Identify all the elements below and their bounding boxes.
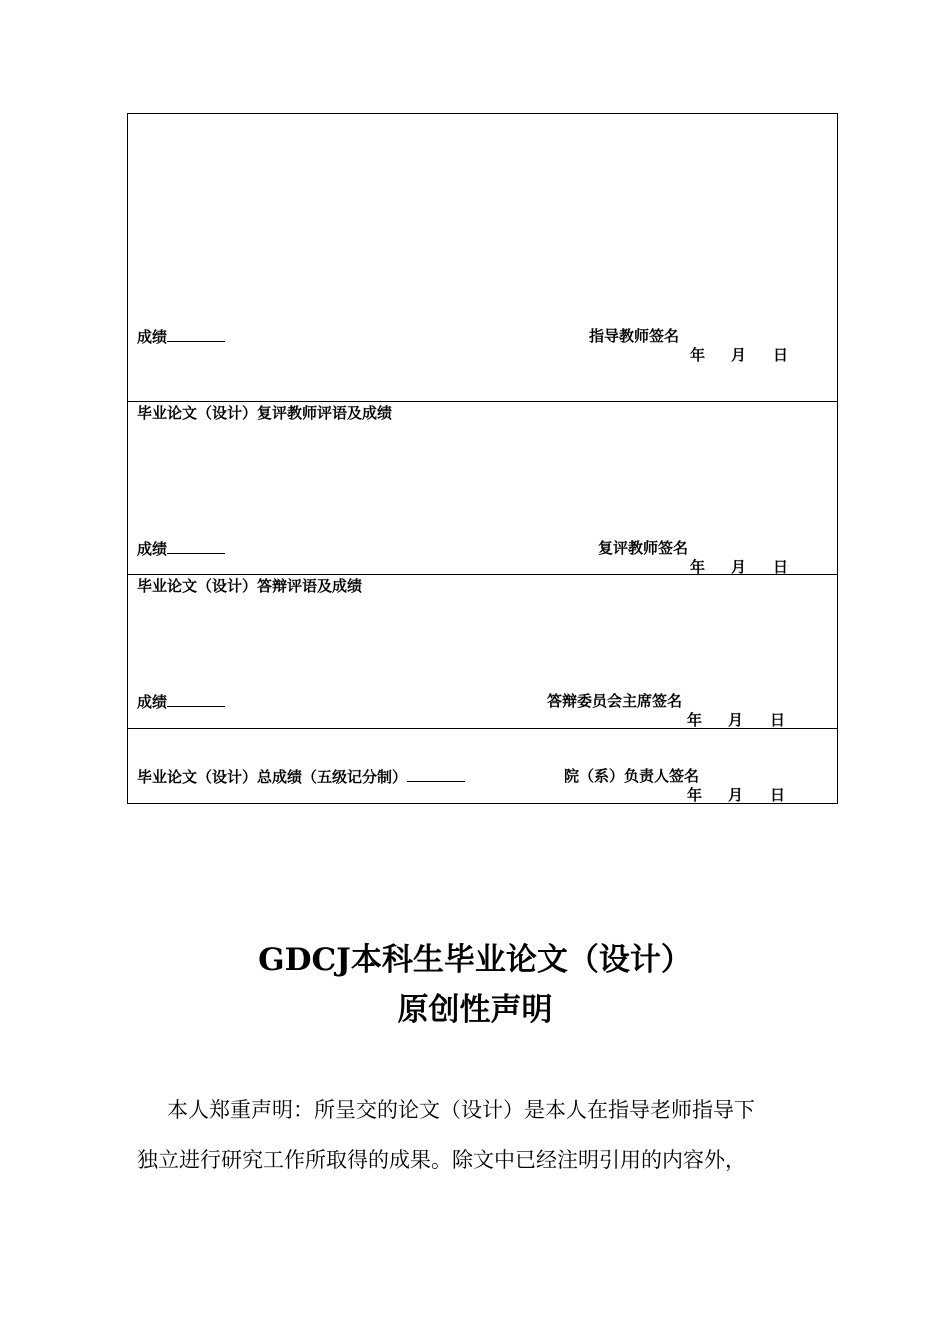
- reviewer-grade-label: 成绩: [137, 540, 168, 558]
- defense-grade-field: [137, 692, 225, 711]
- declaration-title: [0, 940, 950, 980]
- advisor-grade-blank[interactable]: [167, 327, 225, 342]
- total-section: [128, 728, 837, 805]
- day-label: 日: [773, 558, 789, 576]
- reviewer-heading: 毕业论文（设计）复评教师评语及成绩: [137, 404, 393, 422]
- total-date: [687, 786, 785, 804]
- reviewer-grade-field: [137, 539, 225, 558]
- day-label: 日: [770, 786, 786, 804]
- defense-signature-label: 答辩委员会主席签名: [547, 692, 683, 710]
- year-label: 年: [690, 558, 706, 576]
- year-label: 年: [690, 346, 706, 364]
- total-grade-label: 毕业论文（设计）总成绩（五级记分制）: [137, 768, 408, 786]
- advisor-signature-label: 指导教师签名: [589, 327, 680, 345]
- total-grade-field: [137, 767, 465, 786]
- defense-heading: 毕业论文（设计）答辩评语及成绩: [137, 577, 363, 595]
- declaration-title-rest: 本科生毕业论文（设计）: [350, 942, 692, 978]
- month-label: 月: [728, 786, 744, 804]
- defense-section: [128, 574, 837, 728]
- defense-grade-label: 成绩: [137, 693, 168, 711]
- total-signature-label: 院（系）负责人签名: [564, 767, 700, 785]
- declaration-paragraph-line-1: 本人郑重声明：所呈交的论文（设计）是本人在指导老师指导下: [167, 1098, 755, 1122]
- day-label: 日: [770, 711, 786, 729]
- declaration-title-latin: GDCJ: [258, 942, 351, 978]
- year-label: 年: [687, 786, 703, 804]
- year-label: 年: [687, 711, 703, 729]
- evaluation-table: [127, 113, 838, 804]
- month-label: 月: [731, 558, 747, 576]
- day-label: 日: [773, 346, 789, 364]
- defense-grade-blank[interactable]: [167, 692, 225, 707]
- month-label: 月: [731, 346, 747, 364]
- reviewer-signature-label: 复评教师签名: [598, 539, 689, 557]
- reviewer-section: [128, 401, 837, 574]
- declaration-subtitle: 原创性声明: [397, 992, 553, 1028]
- reviewer-grade-blank[interactable]: [167, 539, 225, 554]
- advisor-section: [128, 114, 837, 401]
- advisor-date: [690, 346, 788, 364]
- declaration-paragraph-line-2: 独立进行研究工作所取得的成果。除文中已经注明引用的内容外，: [137, 1148, 746, 1172]
- month-label: 月: [728, 711, 744, 729]
- defense-date: [687, 711, 785, 729]
- total-grade-blank[interactable]: [407, 767, 465, 782]
- advisor-grade-field: [137, 327, 225, 346]
- advisor-grade-label: 成绩: [137, 328, 168, 346]
